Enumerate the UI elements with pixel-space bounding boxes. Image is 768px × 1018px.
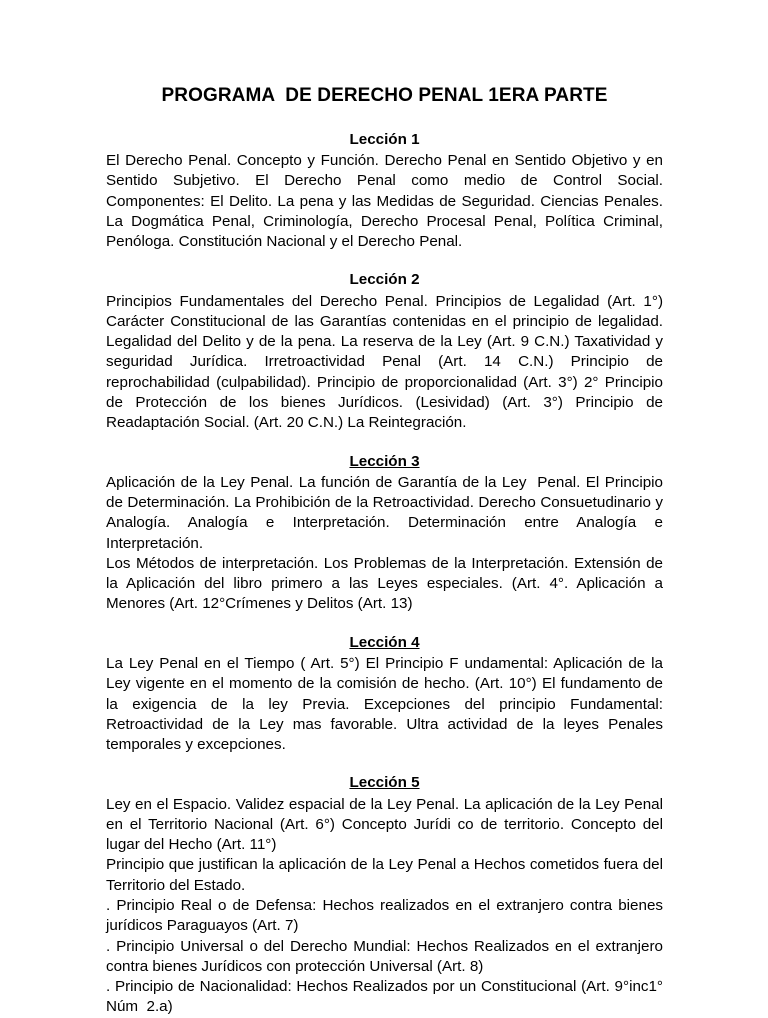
lesson-principio-item: . Principio de Nacionalidad: Hechos Realizados por un Constitucional (Art. 9°inc1° Núm 2.a) [106,978,668,1016]
lesson-section-4 [106,633,668,756]
page-title: PROGRAMA DE DERECHO PENAL 1ERA PARTE [161,85,608,106]
lesson-paragraph: Aplicación de la Ley Penal. La función de Garantía de la Ley Penal. El Principio de Determinación. La Prohibición de la Retroactividad. Derecho Consuetudinario y Analogía. Analogía e Interpretación. Determinación entre Analogía e Interpretación. [106,473,668,552]
lesson-section-3 [106,452,668,615]
lesson-heading-3: Lección 3 [349,452,420,470]
lesson-paragraph: Los Métodos de interpretación. Los Problemas de la Interpretación. Extensión de la Aplicación del libro primero a las Leyes especiales. (Art. 4°. Aplicación a Menores (Art. 12°Crímenes y Delitos (Art. 13) [106,554,668,613]
lesson-heading-2: Lección 2 [349,271,420,289]
lesson-section-5 [106,773,668,1017]
lesson-heading-4: Lección 4 [349,633,420,651]
lesson-paragraph: La Ley Penal en el Tiempo ( Art. 5°) El Principio F undamental: Aplicación de la Ley vigente en el momento de la comisión de hecho. (Art. 10°) El fundamento de la exigencia de la ley Previa. Excepciones del principio Fundamental: Retroactividad de la Ley mas favorable. Ultra actividad de la leyes Penales temporales y excepciones. [106,654,668,754]
lesson-paragraph: Principio que justifican la aplicación de la Ley Penal a Hechos cometidos fuera del Territorio del Estado. [106,856,667,894]
lesson-principio-item: . Principio Real o de Defensa: Hechos realizados en el extranjero contra bienes jurídicos Paraguayos (Art. 7) [106,897,668,935]
lesson-paragraph: Ley en el Espacio. Validez espacial de la Ley Penal. La aplicación de la Ley Penal en el Territorio Nacional (Art. 6°) Concepto Jurídi co de territorio. Concepto del lugar del Hecho (Art. 11°) [106,795,668,854]
lesson-paragraph: Principios Fundamentales del Derecho Penal. Principios de Legalidad (Art. 1°) Carácter Constitucional de las Garantías contenidas en el principio de legalidad. Legalidad del Delito y de la pena. La reserva de la Ley (Art. 9 C.N.) Taxatividad y seguridad Jurídica. Irretroactividad Penal (Art. 14 C.N.) Principio de reprochabilidad (culpabilidad). Principio de proporcionalidad (Art. 3°) 2° Principio de Protección de los bienes Jurídicos. (Lesividad) (Art. 3°) Principio de Readaptación Social. (Art. 20 C.N.) La Reintegración. [106,292,668,432]
lesson-section-2 [106,270,668,433]
lesson-heading-5: Lección 5 [349,774,420,792]
lesson-principio-item: . Principio Universal o del Derecho Mundial: Hechos Realizados en el extranjero contra bienes Jurídicos con protección Universal (Art. 8) [106,937,668,975]
lesson-section-1 [106,130,668,253]
lesson-heading-1: Lección 1 [349,130,420,148]
lesson-paragraph: El Derecho Penal. Concepto y Función. Derecho Penal en Sentido Objetivo y en Sentido Subjetivo. El Derecho Penal como medio de Control Social. Componentes: El Delito. La pena y las Medidas de Seguridad. Ciencias Penales. La Dogmática Penal, Criminología, Derecho Procesal Penal, Política Criminal, Penóloga. Constitución Nacional y el Derecho Penal. [106,151,668,251]
